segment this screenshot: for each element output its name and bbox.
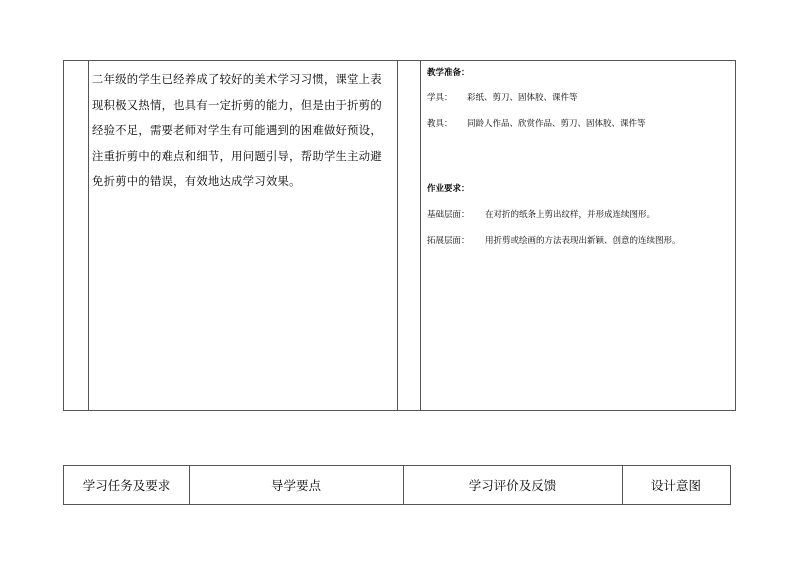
header-learning-tasks: 学习任务及要求	[82, 478, 171, 493]
homework-item-extended	[427, 234, 681, 246]
prep-item-student-tools	[427, 91, 578, 103]
homework-label: 基础层面：	[427, 210, 470, 220]
prep-heading: 教学准备：	[427, 68, 470, 78]
prep-value: 彩纸、剪刀、固体胶、课件等	[467, 93, 578, 103]
prep-item-teacher-tools	[427, 117, 646, 129]
upper-table	[63, 60, 736, 411]
column-divider	[88, 61, 89, 410]
homework-label: 拓展层面：	[427, 236, 470, 246]
lower-header-table	[63, 465, 731, 505]
prep-label: 学具：	[427, 93, 453, 103]
homework-value: 用折剪或绘画的方法表现出新颖、创意的连续图形。	[485, 236, 681, 246]
header-design-intent: 设计意图	[650, 478, 701, 493]
prep-label: 教具：	[427, 119, 453, 129]
prep-value: 同龄人作品、欣赏作品、剪刀、固体胶、课件等	[467, 119, 646, 129]
homework-item-basic	[427, 208, 655, 220]
student-analysis-text: 二年级的学生已经养成了较好的美术学习习惯，课堂上表现积极又热情，也具有一定折剪的能力，但是由于折剪的经验不足，需要老师对学生有可能遇到的困难做好预设，注重折剪中的难点和细节，用问题引导，帮助学生主动避免折剪中的错误，有效地达成学习效果。	[92, 73, 382, 188]
header-guidance-points: 导学要点	[270, 478, 321, 493]
homework-heading: 作业要求：	[427, 184, 470, 194]
homework-value: 在对折的纸条上剪出纹样，并形成连续图形。	[485, 210, 656, 220]
header-evaluation-feedback: 学习评价及反馈	[468, 478, 557, 493]
column-divider	[420, 61, 421, 410]
column-divider	[397, 61, 398, 410]
